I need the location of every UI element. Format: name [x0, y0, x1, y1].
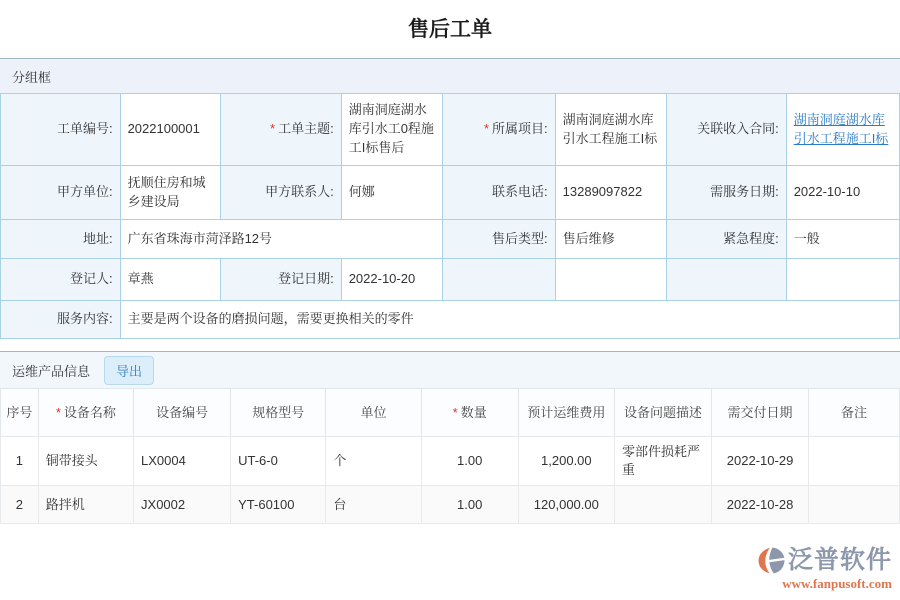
cell-device-name: 铜带接头 — [38, 437, 133, 486]
field-value-service-content — [120, 301, 899, 339]
product-table-header-row — [1, 389, 900, 437]
cell-delivery-date: 2022-10-28 — [712, 486, 809, 524]
cell-device-name: 路拌机 — [38, 486, 133, 524]
field-value-project — [555, 94, 666, 166]
col-header-text: 单位 — [360, 404, 387, 420]
vendor-logo-url: www.fanpusoft.com — [782, 576, 892, 591]
col-header-text: 规格型号 — [252, 404, 305, 420]
field-label-text: 所属项目: — [492, 121, 548, 137]
field-value-empty-1 — [555, 259, 666, 301]
field-value-text: 何娜 — [348, 184, 375, 200]
required-asterisk: * — [483, 121, 490, 137]
col-header-text: 预计运维费用 — [527, 404, 606, 420]
field-label-empty-1 — [443, 259, 555, 301]
field-value-phone — [555, 166, 666, 220]
fanpu-logo-icon — [757, 546, 786, 575]
col-header-delivery-date — [712, 389, 809, 437]
field-label-text: 关联收入合同: — [697, 121, 779, 137]
required-asterisk: * — [452, 404, 458, 420]
field-label-aftersale-type — [443, 220, 555, 259]
cell-unit: 台 — [326, 486, 421, 524]
cell-spec-model: YT-60100 — [231, 486, 326, 524]
col-header-text: 数量 — [460, 404, 487, 420]
field-label-text: 地址: — [82, 230, 113, 246]
col-header-seq — [1, 389, 39, 437]
field-label-text: 登记人: — [69, 271, 113, 287]
cell-remark — [809, 437, 900, 486]
export-button[interactable]: 导出 — [104, 356, 154, 385]
field-value-aftersale-type — [555, 220, 666, 259]
section-gap — [0, 339, 900, 351]
field-label-client-unit — [1, 166, 121, 220]
field-label-text: 服务内容: — [56, 311, 113, 327]
field-label-address — [1, 220, 121, 259]
cell-seq: 2 — [1, 486, 39, 524]
page-title: 售后工单 — [408, 18, 492, 41]
col-header-quantity — [421, 389, 518, 437]
field-value-address — [120, 220, 443, 259]
field-value-text: 一般 — [793, 230, 820, 246]
field-label-text: 登记日期: — [278, 271, 334, 287]
col-header-text: 设备问题描述 — [623, 404, 702, 420]
field-value-client-contact — [341, 166, 443, 220]
field-label-registrant — [1, 259, 121, 301]
field-label-text: 工单编号: — [56, 121, 113, 137]
field-value-text: 抚顺住房和城乡建设局 — [127, 174, 206, 209]
field-value-register-date — [341, 259, 443, 301]
product-section-label: 运维产品信息 — [12, 363, 91, 379]
field-label-text: 联系电话: — [492, 184, 548, 200]
field-label-client-contact — [221, 166, 341, 220]
field-value-registrant — [120, 259, 221, 301]
field-label-order-no — [1, 94, 121, 166]
vendor-logo-text: 泛普软件 — [787, 546, 892, 574]
field-label-service-content — [1, 301, 121, 339]
field-value-text: 13289097822 — [562, 184, 643, 200]
cell-problem-desc: 零部件损耗严重 — [614, 437, 711, 486]
cell-delivery-date: 2022-10-29 — [712, 437, 809, 486]
product-table — [0, 388, 900, 524]
field-value-text: 湖南洞庭湖水库引水工0程施工I标售后 — [348, 102, 434, 155]
cell-remark — [809, 486, 900, 524]
field-label-text: 需服务日期: — [710, 184, 779, 200]
table-row — [1, 486, 900, 524]
col-header-text: 设备名称 — [63, 404, 116, 420]
col-header-text: 设备编号 — [156, 404, 209, 420]
groupbox-section-header — [0, 58, 900, 93]
field-label-text: 工单主题: — [278, 121, 334, 137]
cell-seq: 1 — [1, 437, 39, 486]
col-header-text: 备注 — [841, 404, 868, 420]
field-label-text: 紧急程度: — [723, 230, 779, 246]
required-asterisk: * — [270, 121, 276, 137]
field-label-phone — [443, 166, 555, 220]
field-label-urgency — [667, 220, 787, 259]
col-header-text: 序号 — [6, 404, 33, 420]
field-value-urgency — [786, 220, 899, 259]
cell-est-cost: 1,200.00 — [518, 437, 614, 486]
cell-spec-model: UT-6-0 — [231, 437, 326, 486]
col-header-text: 需交付日期 — [727, 404, 793, 420]
table-row — [1, 437, 900, 486]
cell-problem-desc — [614, 486, 711, 524]
col-header-remark — [809, 389, 900, 437]
field-value-text: 2022-10-20 — [348, 271, 416, 287]
field-label-text: 售后类型: — [492, 230, 548, 246]
work-order-form — [0, 93, 900, 339]
field-label-linked-contract — [667, 94, 787, 166]
field-label-text: 甲方单位: — [56, 184, 113, 200]
col-header-device-name — [38, 389, 133, 437]
field-value-service-date — [786, 166, 899, 220]
col-header-est-cost — [518, 389, 614, 437]
field-label-register-date — [221, 259, 341, 301]
field-value-order-no — [120, 94, 221, 166]
field-value-text: 章燕 — [127, 271, 154, 287]
field-label-service-date — [667, 166, 787, 220]
field-value-empty-2 — [786, 259, 899, 301]
field-value-text: 湖南洞庭湖水库引水工程施工I标 — [562, 111, 658, 146]
field-label-subject — [221, 94, 341, 166]
vendor-logo — [757, 546, 892, 592]
cell-unit: 个 — [326, 437, 421, 486]
field-value-text: 售后维修 — [562, 230, 615, 246]
cell-est-cost: 120,000.00 — [518, 486, 614, 524]
field-value-text: 2022-10-10 — [793, 184, 861, 200]
cell-quantity: 1.00 — [421, 486, 518, 524]
cell-device-code: LX0004 — [134, 437, 231, 486]
field-value-subject — [341, 94, 443, 166]
field-label-empty-2 — [667, 259, 787, 301]
required-asterisk: * — [55, 404, 61, 420]
cell-device-code: JX0002 — [134, 486, 231, 524]
field-value-client-unit — [120, 166, 221, 220]
field-label-project — [443, 94, 555, 166]
field-value-linked-contract — [786, 94, 899, 166]
field-label-text: 甲方联系人: — [265, 184, 334, 200]
field-value-text: 主要是两个设备的磨损问题，需要更换相关的零件 — [127, 311, 414, 327]
linked-contract-link[interactable]: 湖南洞庭湖水库引水工程施工I标 — [793, 111, 889, 146]
groupbox-section-label: 分组框 — [12, 69, 52, 85]
col-header-problem-desc — [614, 389, 711, 437]
col-header-unit — [326, 389, 421, 437]
col-header-spec-model — [231, 389, 326, 437]
field-value-text: 广东省珠海市菏泽路12号 — [127, 230, 273, 246]
col-header-device-code — [134, 389, 231, 437]
cell-quantity: 1.00 — [421, 437, 518, 486]
field-value-text: 2022100001 — [127, 121, 200, 137]
product-section-header — [0, 351, 900, 388]
